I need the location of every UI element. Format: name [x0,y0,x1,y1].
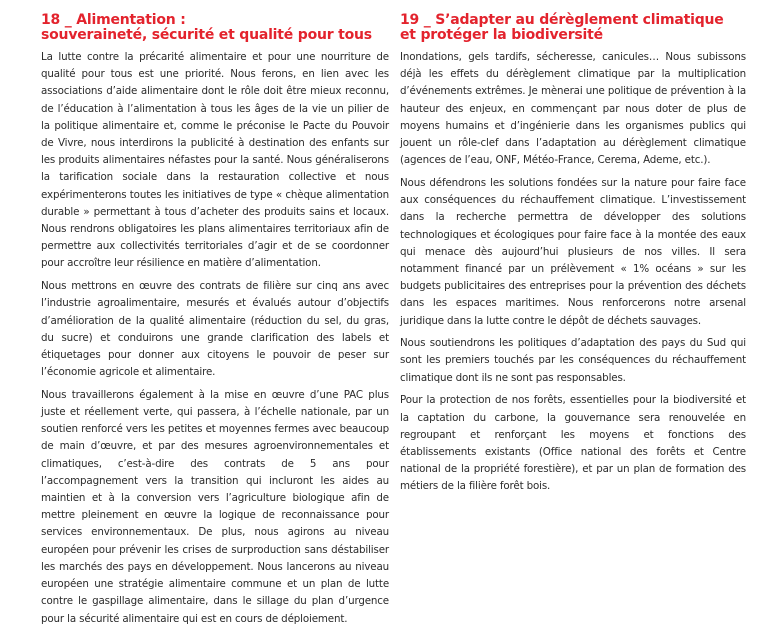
section-19-heading-line2: et protéger la biodiversité [400,27,603,43]
section-18-heading-line1: 18 _ Alimentation : [41,12,186,28]
section-18-paragraph-3: Nous travaillerons également à la mise en œuvre d’une PAC plus juste et réellement verte, qui passera, à l’échelle nationale, par un soutien renforcé vers les petites et moyennes fermes avec beaucoup de main d’œuvre, et par des mesures agroenvironnementales et climatiques, c’est-à-dire des contrats de 5 ans pour l’accompagnement vers la transition qui incluront les aides au maintien et à la conversion vers l’agriculture biologique afin de mettre pleinement en œuvre la logique de reconnaissance pour services environnementaux. De plus, nous agirons au niveau européen pour prévenir les crises de surproduction sans déstabiliser les marchés des pays en développement. Nous lancerons au niveau européen une stratégie alimentaire commune et un plan de lutte contre le gaspillage alimentaire, dans le sillage du plan d’urgence pour la sécurité alimentaire qui est en cours de déploiement. [41,388,389,625]
section-19-climat [400,13,746,501]
section-18-heading-line2: souveraineté, sécurité et qualité pour tous [41,27,372,43]
section-19-paragraph-3: Nous soutiendrons les politiques d’adaptation des pays du Sud qui sont les premiers touchés par les conséquences du réchauffement climatique dont ils ne sont pas responsables. [400,337,746,384]
section-18-alimentation [41,13,389,633]
section-19-heading [400,13,746,43]
section-19-paragraph-2: Nous défendrons les solutions fondées sur la nature pour faire face aux conséquences du réchauffement climatique. L’investissement dans la recherche permettra de développer des solutions technologiques et écologiques pour faire face à la montée des eaux qui menace dès aujourd’hui plusieurs de nos villes. Il sera notamment financé par un prélèvement « 1% océans » sur les budgets publicitaires des entreprises pour la prévention des déchets dans les espaces maritimes. Nous renforcerons notre arsenal juridique dans la lutte contre le dépôt de déchets sauvages. [400,176,746,327]
section-19-heading-line1: 19 _ S’adapter au dérèglement climatique [400,12,724,28]
section-18-paragraph-1: La lutte contre la précarité alimentaire et pour une nourriture de qualité pour tous est une priorité. Nous ferons, en lien avec les associations d’aide alimentaire dont le rôle doit être mieux reconnu, de l’éducation à l’alimentation à tous les âges de la vie un pilier de la politique alimentaire et, comme le préconise le Pacte du Pouvoir de Vivre, nous interdirons la publicité à destination des enfants sur les produits alimentaires néfastes pour la santé. Nous généraliserons la tarification sociale dans la restauration collective et nous expérimenterons toutes les initiatives de type « chèque alimentation durable » permettant à tous d’acheter des produits sains et locaux. Nous rendrons obligatoires les plans alimentaires territoriaux afin de permettre aux collectivités territoriales d’agir et de se coordonner pour accroître leur résilience en matière d’alimentation. [41,51,389,270]
section-19-paragraph-1: Inondations, gels tardifs, sécheresse, canicules… Nous subissons déjà les effets du dérèglement climatique par la multiplication d’événements extrêmes. Je mènerai une politique de prévention à la hauteur des enjeux, en commençant par nous doter de plus de moyens humains et d’ingénierie dans les organismes publics qui jouent un rôle-clef dans l’adaptation au dérèglement climatique (agences de l’eau, ONF, Météo-France, Cerema, Ademe, etc.). [400,51,746,167]
section-18-heading [41,13,389,43]
section-19-paragraph-4: Pour la protection de nos forêts, essentielles pour la biodiversité et la captation du carbone, la gouvernance sera renouvelée en regroupant et renforçant les moyens et fonctions des établissements existants (Office national des forêts et Centre national de la propriété forestière), et par un plan de formation des métiers de la filière forêt bois. [400,394,746,493]
section-18-paragraph-2: Nous mettrons en œuvre des contrats de filière sur cinq ans avec l’industrie agroalimentaire, mesurés et évalués autour d’objectifs d’amélioration de la qualité alimentaire (réduction du sel, du gras, du sucre) et conduirons une grande clarification des labels et étiquetages pour donner aux citoyens le pouvoir de peser sur l’économie agricole et alimentaire. [41,280,389,379]
